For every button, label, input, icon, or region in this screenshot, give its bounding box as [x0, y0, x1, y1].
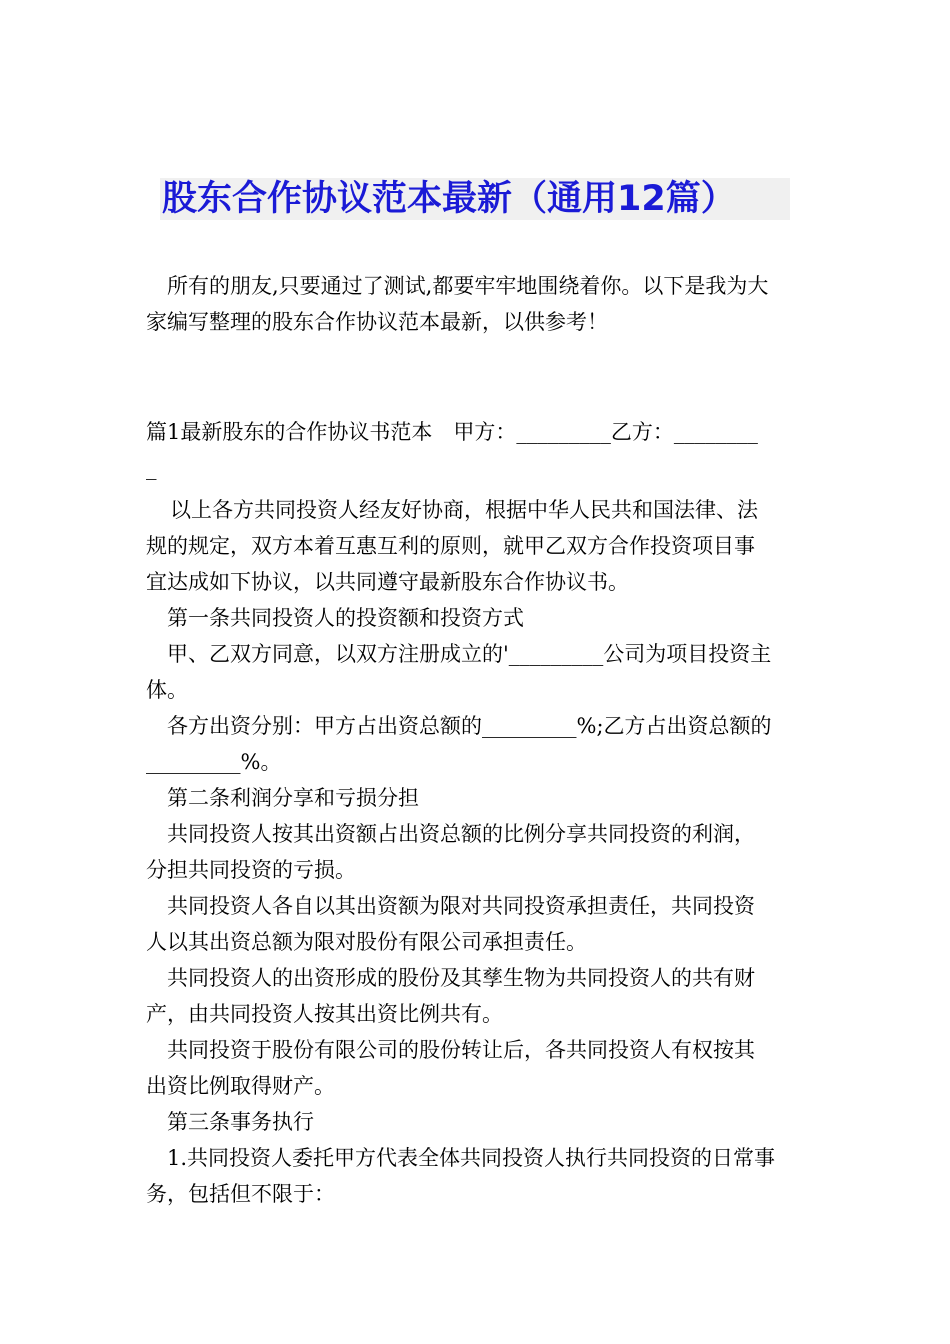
paragraph-preamble-3: 宜达成如下协议，以共同遵守最新股东合作协议书。 [146, 570, 629, 594]
article-1-para-1-cont: 体。 [146, 678, 188, 702]
section-1-heading-cont: _ [146, 456, 157, 480]
article-1-para-2-cont: _________%。 [146, 750, 282, 774]
article-1-heading: 第一条共同投资人的投资额和投资方式 [167, 606, 524, 630]
paragraph-preamble: 以上各方共同投资人经友好协商，根据中华人民共和国法律、法 [170, 498, 758, 522]
intro-line-2: 家编写整理的股东合作协议范本最新，以供参考！ [146, 310, 608, 334]
article-3-heading: 第三条事务执行 [167, 1110, 314, 1134]
article-1-para-2: 各方出资分别：甲方占出资总额的_________%;乙方占出资总额的 [167, 714, 772, 738]
document-title: 股东合作协议范本最新（通用12篇） [162, 179, 736, 219]
document-body [146, 414, 810, 1212]
article-3-para-1: 1.共同投资人委托甲方代表全体共同投资人执行共同投资的日常事 [167, 1146, 776, 1170]
paragraph-preamble-2: 规的规定，双方本着互惠互利的原则，就甲乙双方合作投资项目事 [146, 534, 755, 558]
intro-line-1: 所有的朋友,只要通过了测试,都要牢牢地围绕着你。以下是我为大 [167, 274, 769, 298]
article-2-para-1-cont: 分担共同投资的亏损。 [146, 858, 356, 882]
intro-paragraph [146, 268, 810, 340]
article-2-para-2-cont: 人以其出资总额为限对股份有限公司承担责任。 [146, 930, 587, 954]
article-2-para-2: 共同投资人各自以其出资额为限对共同投资承担责任，共同投资 [167, 894, 755, 918]
article-2-para-4: 共同投资于股份有限公司的股份转让后，各共同投资人有权按其 [167, 1038, 755, 1062]
article-2-heading: 第二条利润分享和亏损分担 [167, 786, 419, 810]
article-2-para-1: 共同投资人按其出资额占出资总额的比例分享共同投资的利润， [167, 822, 755, 846]
section-1-heading: 篇1最新股东的合作协议书范本 甲方：_________乙方：________ [146, 420, 758, 444]
article-1-para-1: 甲、乙双方同意，以双方注册成立的'_________公司为项目投资主 [167, 642, 772, 666]
article-2-para-3-cont: 产，由共同投资人按其出资比例共有。 [146, 1002, 503, 1026]
article-2-para-3: 共同投资人的出资形成的股份及其孳生物为共同投资人的共有财 [167, 966, 755, 990]
article-2-para-4-cont: 出资比例取得财产。 [146, 1074, 335, 1098]
article-3-para-1-cont: 务，包括但不限于： [146, 1182, 335, 1206]
